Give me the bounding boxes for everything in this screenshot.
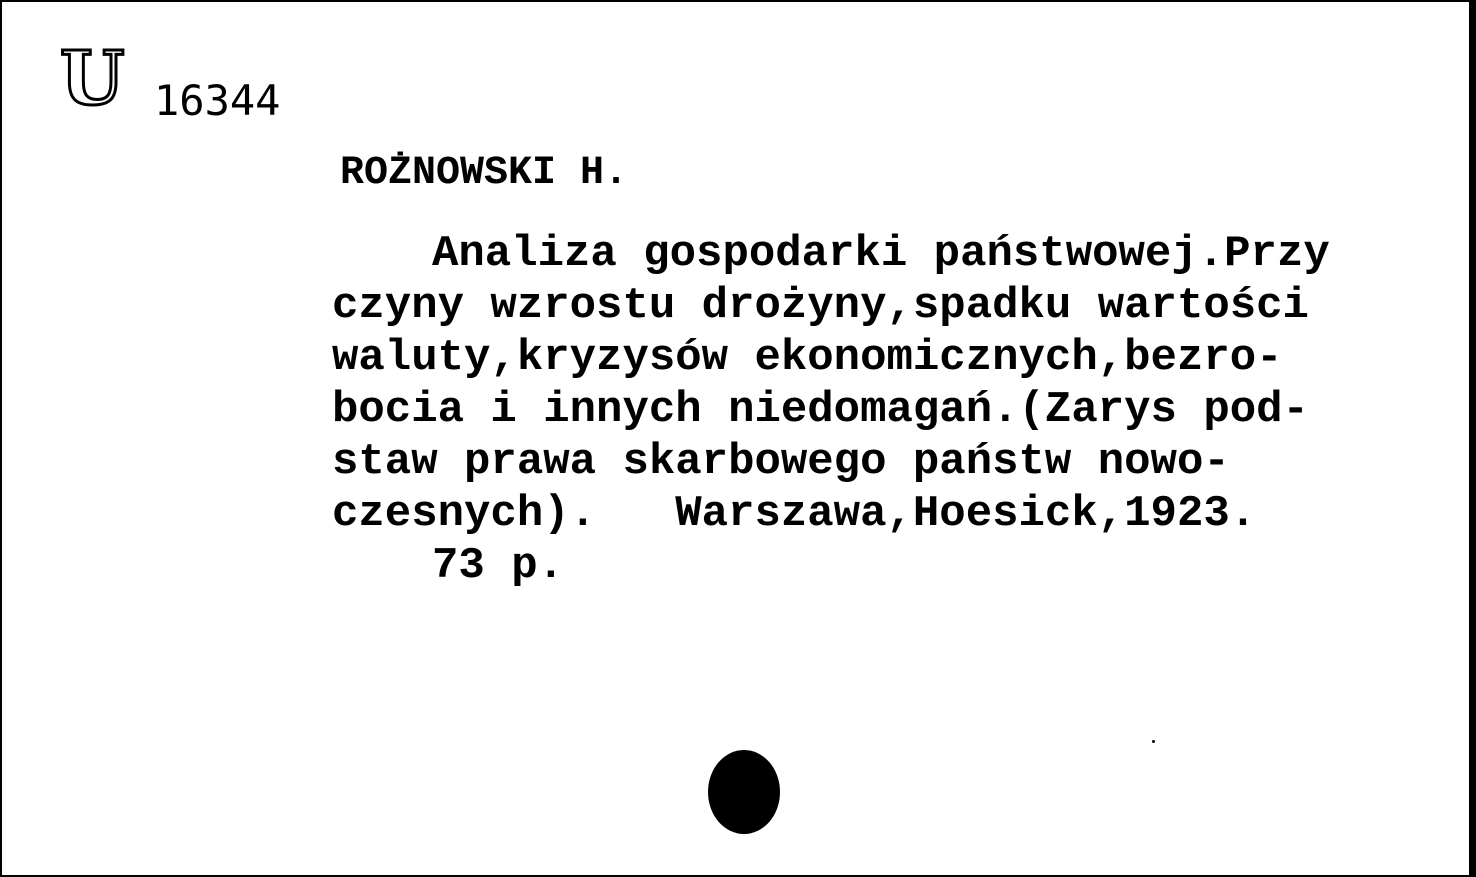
punch-hole [708, 750, 780, 834]
ink-speck [1152, 740, 1155, 743]
entry-line: czesnych). Warszawa,Hoesick,1923. [332, 489, 1257, 539]
entry-line: waluty,kryzysów ekonomicznych,bezro- [332, 333, 1283, 383]
entry-text [332, 228, 1476, 592]
call-number: 16344 [154, 76, 281, 125]
entry-line-pages: 73 p. [432, 541, 565, 591]
stamp-letter: U [60, 36, 125, 122]
entry-line: Analiza gospodarki państwowej.Przy [432, 229, 1330, 279]
entry-line: czyny wzrostu drożyny,spadku wartości [332, 281, 1309, 331]
entry-line: bocia i innych niedomagań.(Zarys pod- [332, 385, 1309, 435]
author-heading: ROŻNOWSKI H. [340, 151, 629, 196]
entry-line: staw prawa skarbowego państw nowo- [332, 437, 1230, 487]
